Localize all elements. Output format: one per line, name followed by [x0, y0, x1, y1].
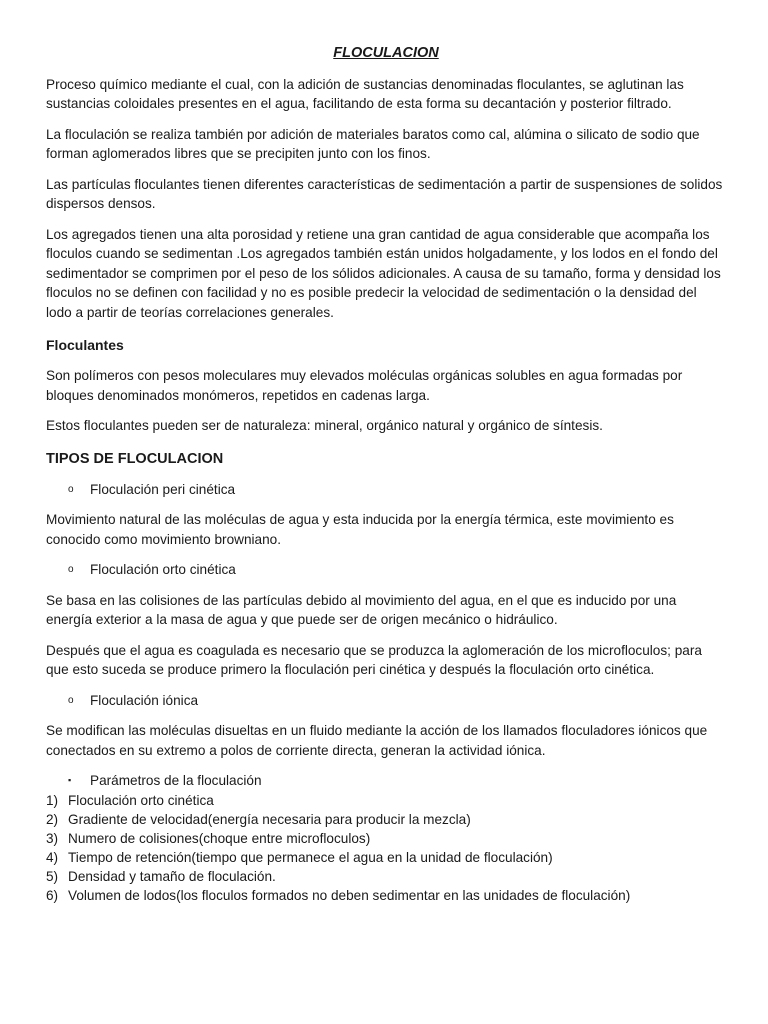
list-text: Volumen de lodos(los floculos formados no deben sedimentar en las unidades de floculación)	[68, 887, 631, 903]
paragraph-materials: La floculación se realiza también por adición de materiales baratos como cal, alúmina o silicato de sodio que forman aglomerados libres que se precipiten junto con los finos.	[46, 126, 700, 161]
document-title: FLOCULACION	[333, 45, 439, 61]
list-item	[46, 829, 726, 848]
paragraph-nature: Estos floculantes pueden ser de naturaleza: mineral, orgánico natural y orgánico de síntesis.	[46, 418, 603, 433]
list-text: Densidad y tamaño de floculación.	[68, 868, 276, 884]
paragraph-aggregates: Los agregados tienen una alta porosidad y retiene una gran cantidad de agua considerable que acompaña los floculos cuando se sedimentan .Los agregados también están unidos holgadamente, y los lodos en el fondo del sedimentador se comprimen por el peso de los sólidos adicionales. A causa de su tamaño, forma y densidad los floculos no se definen con facilidad y no es posible predecir la velocidad de sedimentación o la densidad del lodo a partir de teorías correlaciones generales.	[46, 226, 721, 320]
bullet-parametros-label: Parámetros de la floculación	[90, 773, 262, 788]
bullet-ionica-label: Floculación iónica	[90, 692, 199, 708]
list-text: Gradiente de velocidad(energía necesaria para producir la mezcla)	[68, 811, 471, 827]
list-text: Floculación orto cinética	[68, 792, 214, 808]
bullet-peri-label: Floculación peri cinética	[90, 481, 236, 497]
list-item	[46, 867, 726, 886]
bullet-circle-icon: o	[68, 564, 74, 575]
heading-floculantes: Floculantes	[46, 337, 124, 353]
list-item	[46, 810, 726, 829]
bullet-peri	[46, 480, 726, 500]
paragraph-orto-2: Después que el agua es coagulada es necesario que se produzca la aglomeración de los microfloculos; para que esto suceda se produce primero la floculación peri cinética y después la floculación orto cinética.	[46, 642, 702, 677]
paragraph-particles: Las partículas floculantes tienen diferentes características de sedimentación a partir de suspensiones de solidos dispersos densos.	[46, 176, 723, 211]
paragraph-polymers: Son polímeros con pesos moleculares muy elevados moléculas orgánicas solubles en agua formadas por bloques denominados monómeros, repetidos en cadenas larga.	[46, 368, 683, 403]
paragraph-ionica: Se modifican las moléculas disueltas en un fluido mediante la acción de los llamados floculadores iónicos que conectados en su extremo a polos de corriente directa, generan la actividad iónica.	[46, 723, 708, 758]
parametros-list	[46, 791, 726, 905]
paragraph-peri: Movimiento natural de las moléculas de agua y esta inducida por la energía térmica, este movimiento es conocido como movimiento browniano.	[46, 512, 674, 547]
bullet-parametros	[46, 771, 726, 791]
list-number: 3)	[46, 830, 59, 846]
bullet-orto-label: Floculación orto cinética	[90, 562, 236, 577]
list-item	[46, 886, 726, 905]
list-number: 6)	[46, 887, 59, 903]
list-number: 1)	[46, 792, 59, 808]
list-item	[46, 791, 726, 810]
paragraph-intro: Proceso químico mediante el cual, con la adición de sustancias denominadas floculantes, se aglutinan las sustancias coloidales presentes en el agua, facilitando de esta forma su decantación y posterior filtrado.	[46, 76, 684, 111]
paragraph-orto-1: Se basa en las colisiones de las partículas debido al movimiento del agua, en el que es inducido por una energía exterior a la masa de agua y que puede ser de origen mecánico o hidráulico.	[46, 592, 677, 627]
list-text: Tiempo de retención(tiempo que permanece el agua en la unidad de floculación)	[68, 849, 553, 865]
list-number: 2)	[46, 811, 59, 827]
bullet-ionica	[46, 691, 726, 711]
list-number: 5)	[46, 868, 59, 884]
bullet-orto	[46, 560, 726, 580]
list-number: 4)	[46, 849, 59, 865]
list-text: Numero de colisiones(choque entre microfloculos)	[68, 830, 371, 846]
heading-tipos: TIPOS DE FLOCULACION	[46, 450, 224, 467]
bullet-circle-icon: o	[68, 483, 74, 495]
bullet-square-icon: ▪	[68, 775, 72, 785]
list-item	[46, 848, 726, 867]
bullet-circle-icon: o	[68, 694, 74, 706]
